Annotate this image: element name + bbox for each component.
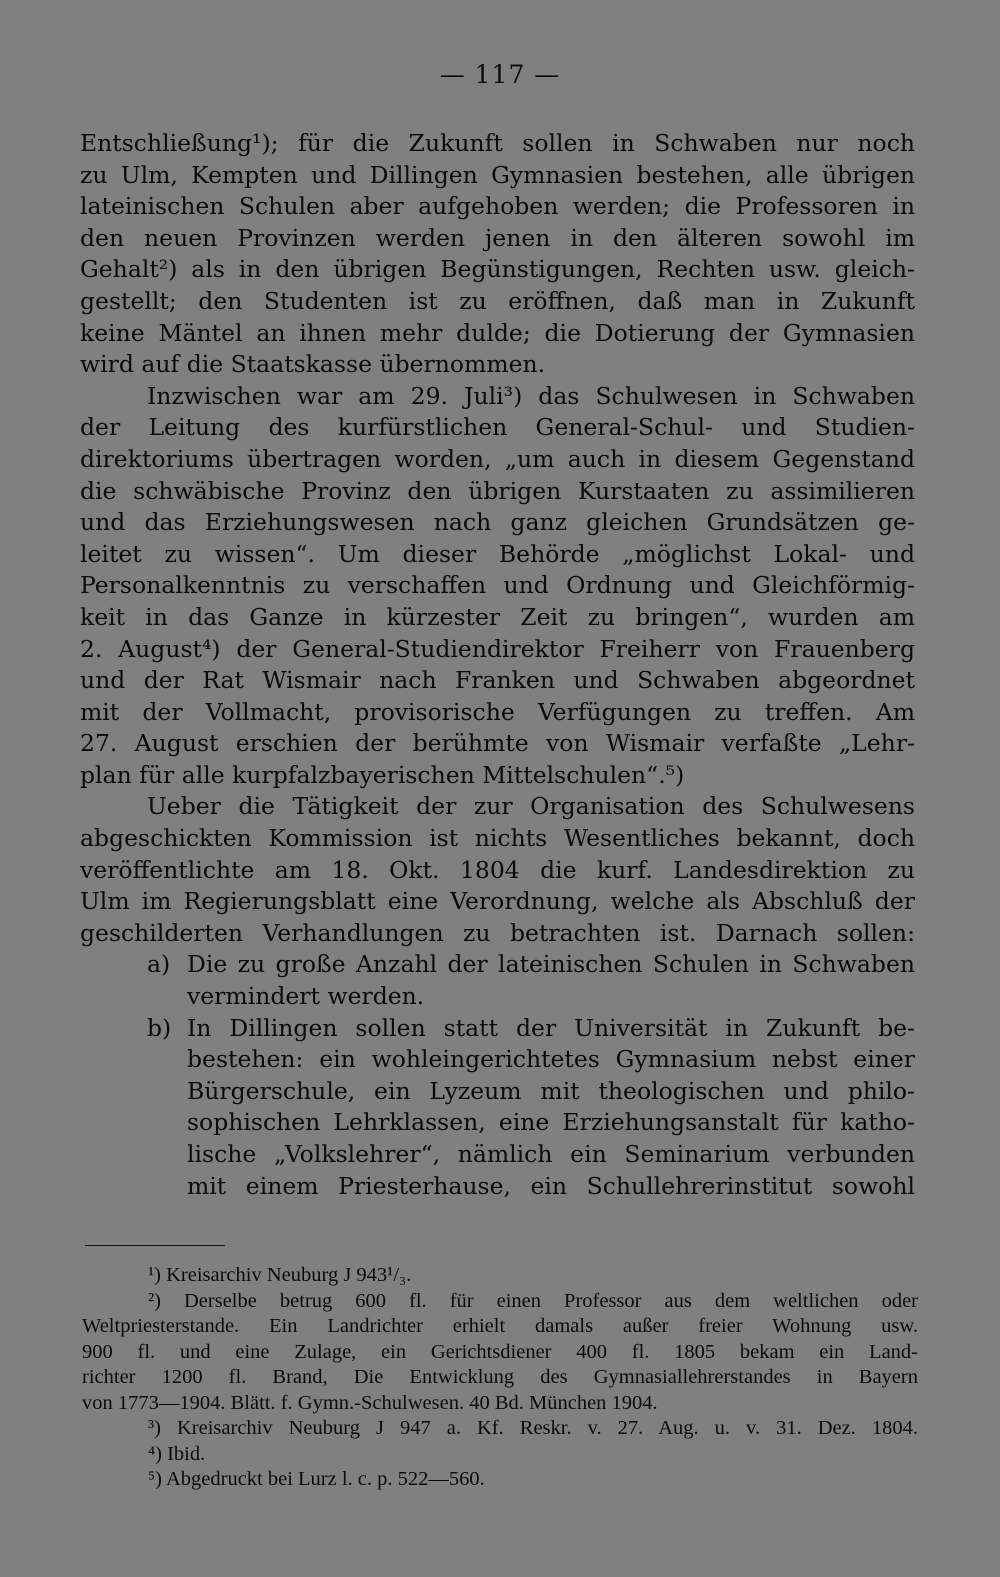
footnote-line: ³) Kreisarchiv Neuburg J 947 a. Kf. Reskr. v. 27. Aug. u. v. 31. Dez. 1804. [148, 1417, 918, 1439]
body-line: keine Mäntel an ihnen mehr dulde; die Dotierung der Gymnasien [80, 318, 915, 347]
footnote-line: ²) Derselbe betrug 600 fl. für einen Professor aus dem weltlichen oder [148, 1289, 918, 1312]
body-line: Personalkenntnis zu verschaffen und Ordnung und Gleichförmig- [80, 571, 915, 600]
footnote-line: von 1773—1904. Blätt. f. Gymn.-Schulwesen. 40 Bd. München 1904. [82, 1391, 658, 1414]
footnote-line: ⁵) Abgedruckt bei Lurz l. c. p. 522—560. [148, 1468, 485, 1490]
body-line: die schwäbische Provinz den übrigen Kurstaaten zu assimilieren [80, 476, 915, 505]
body-line: mit der Vollmacht, provisorische Verfügungen zu treffen. Am [80, 697, 915, 726]
body-line: Gehalt²) als in den übrigen Begünstigungen, Rechten usw. gleich- [80, 255, 915, 284]
body-line: zu Ulm, Kempten und Dillingen Gymnasien bestehen, alle übrigen [80, 160, 915, 189]
footnote-divider [85, 1245, 225, 1246]
body-line: Entschließung¹); für die Zukunft sollen in Schwaben nur noch [80, 129, 915, 157]
body-line: abgeschickten Kommission ist nichts Wesentliches bekannt, doch [80, 824, 915, 853]
list-item-line: lische „Volkslehrer“, nämlich ein Seminarium verbunden [187, 1140, 915, 1168]
list-marker: a) [147, 950, 171, 979]
body-line: der Leitung des kurfürstlichen General-Schul- und Studien- [80, 413, 915, 442]
body-line: 27. August erschien der berühmte von Wismair verfaßte „Lehr- [80, 729, 915, 758]
body-line: und der Rat Wismair nach Franken und Schwaben abgeordnet [80, 666, 915, 695]
footnote-line: richter 1200 fl. Brand, Die Entwicklung des Gymnasiallehrerstandes in Bayern [82, 1366, 918, 1388]
body-line: Inzwischen war am 29. Juli³) das Schulwesen in Schwaben [147, 381, 915, 410]
list-item-text: In Dillingen sollen statt der Universität in Zukunft be- [187, 1013, 915, 1042]
body-line: lateinischen Schulen aber aufgehoben werden; die Professoren in [80, 192, 915, 221]
list-item-line: sophischen Lehrklassen, eine Erziehungsanstalt für katho- [187, 1108, 915, 1137]
body-line: Ulm im Regierungsblatt eine Verordnung, welche als Abschluß der [80, 887, 915, 916]
body-line: gestellt; den Studenten ist zu eröffnen, daß man in Zukunft [80, 286, 915, 315]
footnote-line: ⁴) Ibid. [148, 1442, 206, 1465]
list-marker: b) [147, 1013, 172, 1042]
body-line: den neuen Provinzen werden jenen in den älteren sowohl im [80, 223, 915, 252]
body-line: geschilderten Verhandlungen zu betrachten ist. Darnach sollen: [80, 918, 915, 947]
list-item-line: bestehen: ein wohleingerichtetes Gymnasium nebst einer [187, 1045, 915, 1074]
list-item-line: mit einem Priesterhause, ein Schullehrerinstitut sowohl [187, 1171, 915, 1200]
body-line: veröffentlichte am 18. Okt. 1804 die kurf. Landesdirektion zu [80, 855, 915, 884]
body-line: Ueber die Tätigkeit der zur Organisation des Schulwesens [147, 792, 915, 821]
body-line: direktoriums übertragen worden, „um auch in diesem Gegenstand [80, 444, 915, 473]
list-item-a [80, 949, 915, 981]
body-line: wird auf die Staatskasse übernommen. [80, 350, 546, 379]
page-number: — 117 — [439, 60, 561, 89]
body-line: keit in das Ganze in kürzester Zeit zu bringen“, wurden am [80, 602, 915, 631]
footnote-line: 900 fl. und eine Zulage, ein Gerichtsdiener 400 fl. 1805 bekam ein Land- [82, 1340, 918, 1363]
body-text [80, 128, 915, 1202]
body-line: plan für alle kurpfalzbayerischen Mittelschulen“.⁵) [80, 760, 685, 789]
body-line: 2. August⁴) der General-Studiendirektor Freiherr von Frauenberg [80, 634, 915, 663]
list-item-line: vermindert werden. [187, 982, 425, 1011]
list-item-text: Die zu große Anzahl der lateinischen Schulen in Schwaben [187, 950, 915, 979]
footnote-line: ¹) Kreisarchiv Neuburg J 943¹/₃. [148, 1264, 412, 1286]
body-line: leitet zu wissen“. Um dieser Behörde „möglichst Lokal- und [80, 539, 915, 568]
list-item-line: Bürgerschule, ein Lyzeum mit theologischen und philo- [187, 1076, 915, 1105]
list-item-b [80, 1013, 915, 1045]
body-line: und das Erziehungswesen nach ganz gleichen Grundsätzen ge- [80, 508, 915, 537]
footnote-line: Weltpriesterstande. Ein Landrichter erhielt damals außer freier Wohnung usw. [82, 1315, 918, 1337]
footnotes [82, 1263, 918, 1493]
